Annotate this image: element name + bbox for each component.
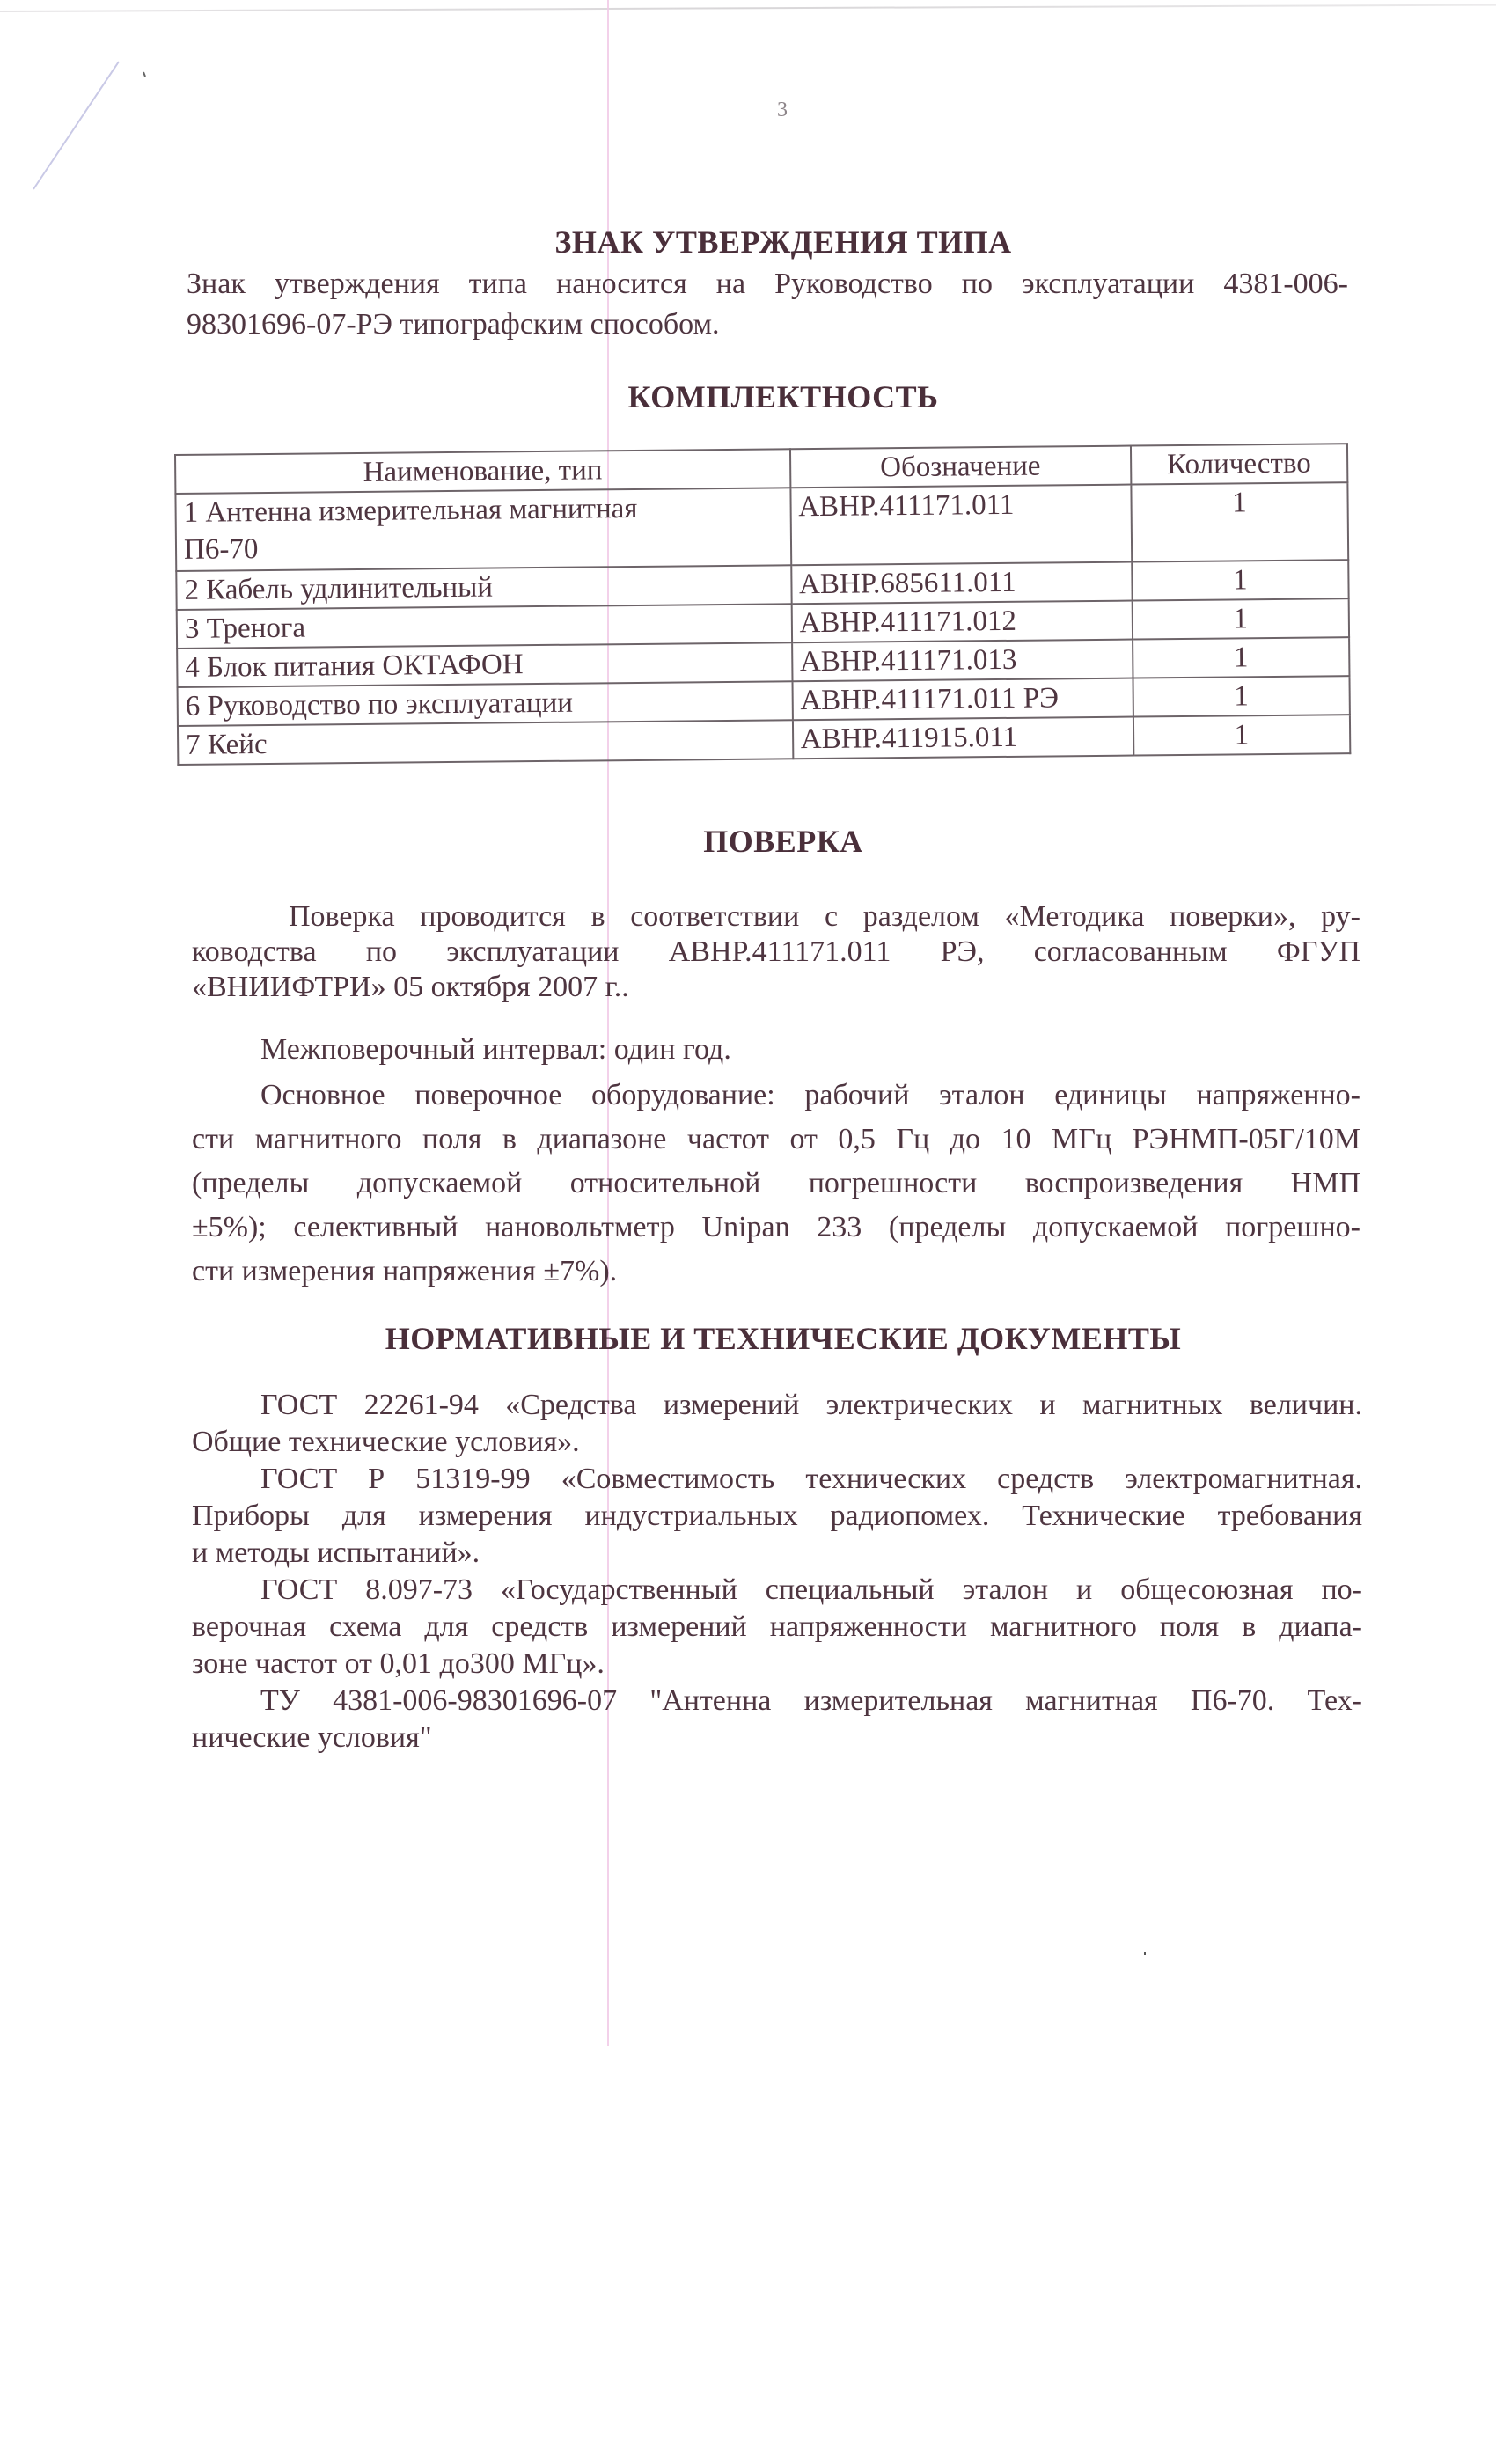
cell-quantity: 1 <box>1132 560 1349 600</box>
column-header-designation: Обозначение <box>790 446 1131 488</box>
text-line: Приборы для измерения индустриальных радиопомех. Технические требования <box>192 1500 1362 1532</box>
cell-designation: АВНР.411171.011 РЭ <box>792 678 1133 721</box>
table-row <box>175 482 1348 571</box>
cell-name-line: 1 Антенна измерительная магнитная <box>183 492 638 529</box>
verification-interval <box>260 1030 1360 1070</box>
page-number: 3 <box>777 99 788 121</box>
column-header-name: Наименование, тип <box>175 449 790 494</box>
cell-designation: АВНР.411171.013 <box>792 640 1133 682</box>
text-line: Межповерочный интервал: один год. <box>260 1033 731 1066</box>
normative-doc-gost-8-097 <box>192 1572 1362 1683</box>
normative-doc-gost-22261 <box>192 1387 1362 1461</box>
cell-quantity: 1 <box>1133 637 1350 678</box>
scan-top-edge <box>0 4 1496 12</box>
text-line: сти магнитного поля в диапазоне частот от 0,5 Гц до 10 МГц РЭНМП-05Г/10М <box>192 1123 1360 1155</box>
text-line: Общие технические условия». <box>192 1426 580 1458</box>
cell-name: 6 Руководство по эксплуатации <box>178 681 793 726</box>
normative-doc-tu-4381 <box>192 1683 1362 1756</box>
text-line: нические условия" <box>192 1721 432 1754</box>
type-approval-paragraph <box>187 264 1348 345</box>
cell-name: 4 Блок питания ОКТАФОН <box>177 642 792 687</box>
heading-type-approval: ЗНАК УТВЕРЖДЕНИЯ ТИПА <box>554 224 1012 260</box>
pen-scratch-mark <box>26 53 150 202</box>
heading-kit: КОМПЛЕКТНОСТЬ <box>627 379 939 414</box>
cell-quantity: 1 <box>1132 598 1349 639</box>
text-line: Знак утверждения типа наносится на Руководство по эксплуатации 4381-006- <box>187 268 1348 300</box>
text-line: ТУ 4381-006-98301696-07 "Антенна измерительная магнитная П6-70. Тех- <box>260 1684 1362 1717</box>
text-line: верочная схема для средств измерений напряженности магнитного поля в диапа- <box>192 1610 1362 1643</box>
text-line: (пределы допускаемой относительной погрешности воспроизведения НМП <box>192 1167 1360 1199</box>
normative-doc-gost-r-51319 <box>192 1461 1362 1572</box>
cell-designation: АВНР.411171.012 <box>791 601 1132 643</box>
column-header-quantity: Количество <box>1131 444 1348 484</box>
cell-quantity: 1 <box>1133 715 1351 755</box>
text-line: 98301696-07-РЭ типографским способом. <box>187 308 720 341</box>
cell-quantity: 1 <box>1131 482 1348 561</box>
text-line: Основное поверочное оборудование: рабочий эталон единицы напряженно- <box>260 1079 1360 1111</box>
verification-equipment-paragraph <box>192 1074 1360 1294</box>
normative-docs-list <box>192 1387 1362 1756</box>
heading-verification: ПОВЕРКА <box>703 824 863 859</box>
heading-normative-docs: НОРМАТИВНЫЕ И ТЕХНИЧЕСКИЕ ДОКУМЕНТЫ <box>385 1321 1182 1356</box>
text-line: ГОСТ 8.097-73 «Государственный специальный эталон и общесоюзная по- <box>260 1573 1362 1606</box>
text-line: и методы испытаний». <box>192 1536 480 1569</box>
cell-name <box>175 488 790 571</box>
verification-paragraph-1 <box>192 899 1360 1005</box>
kit-table <box>174 443 1351 766</box>
text-line: сти измерения напряжения ±7%). <box>192 1255 618 1287</box>
text-line: ±5%); селективный нановольтметр Unipan 233 (пределы допускаемой погрешно- <box>192 1211 1360 1243</box>
cell-name: 2 Кабель удлинительный <box>176 565 791 610</box>
text-line: ГОСТ 22261-94 «Средства измерений электрических и магнитных величин. <box>260 1389 1362 1421</box>
cell-quantity: 1 <box>1133 676 1350 716</box>
text-line: ГОСТ Р 51319-99 «Совместимость технических средств электромагнитная. <box>260 1463 1362 1495</box>
text-line: Поверка проводится в соответствии с разделом «Методика поверки», ру- <box>289 900 1360 933</box>
text-line: ководства по эксплуатации АВНР.411171.011 РЭ, согласованным ФГУП <box>192 935 1360 968</box>
text-line: зоне частот от 0,01 до300 МГц». <box>192 1647 605 1680</box>
cell-designation: АВНР.411171.011 <box>790 485 1132 566</box>
cell-name: 3 Тренога <box>177 604 792 649</box>
cell-designation: АВНР.685611.011 <box>791 562 1132 605</box>
cell-designation: АВНР.411915.011 <box>793 717 1133 759</box>
scan-speck <box>1144 1952 1146 1955</box>
text-line: «ВНИИФТРИ» 05 октября 2007 г.. <box>192 971 629 1003</box>
cell-name-line: П6-70 <box>183 533 259 566</box>
cell-name: 7 Кейс <box>178 720 793 765</box>
